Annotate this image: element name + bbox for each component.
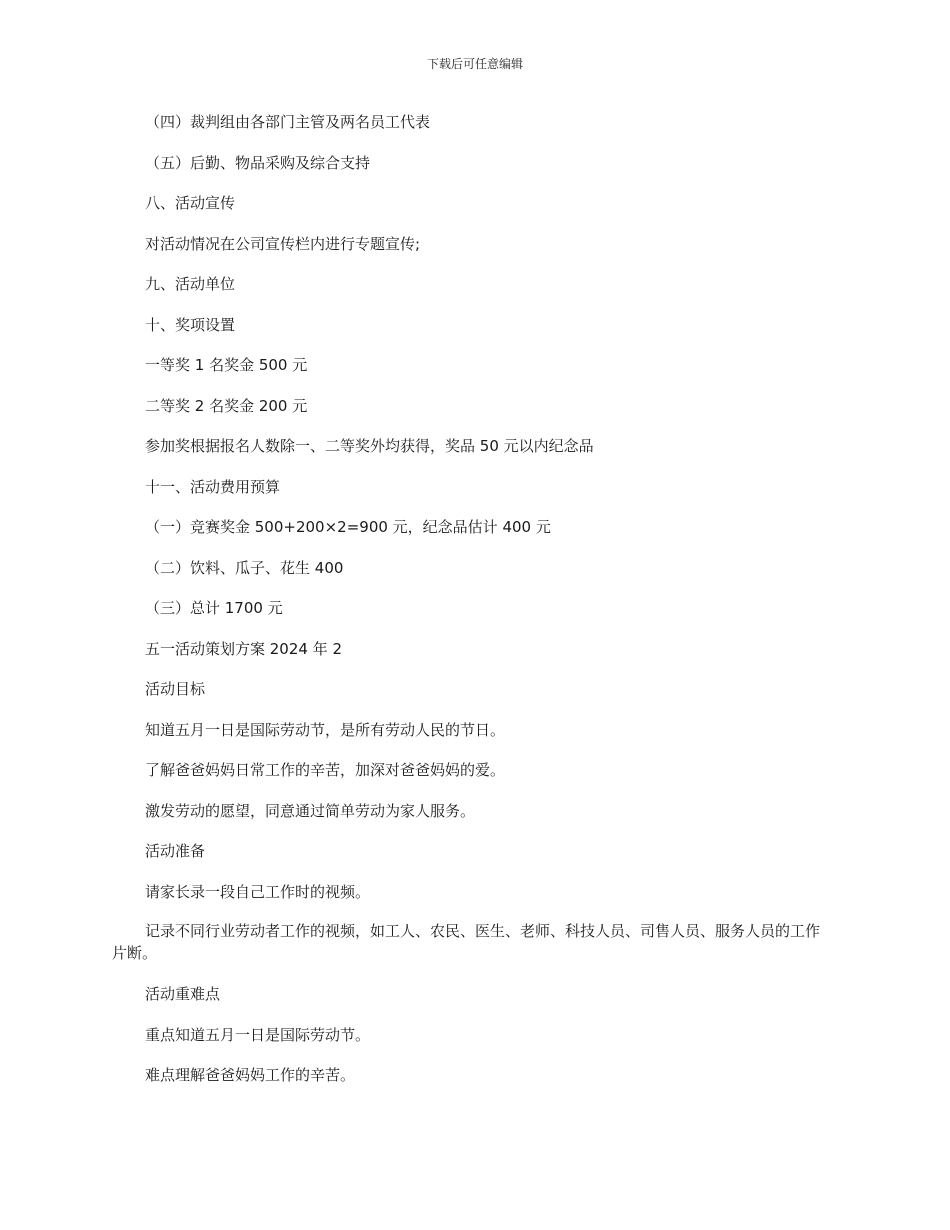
paragraph: 二等奖 2 名奖金 200 元 xyxy=(145,396,308,415)
section-heading: 九、活动单位 xyxy=(145,275,236,293)
section-heading: 活动准备 xyxy=(145,842,206,860)
section-heading: 活动目标 xyxy=(145,680,206,698)
section-heading: 十、奖项设置 xyxy=(145,315,236,334)
paragraph: （三）总计 1700 元 xyxy=(145,599,283,617)
paragraph: 对活动情况在公司宣传栏内进行专题宣传; xyxy=(145,234,421,253)
paragraph: 知道五月一日是国际劳动节，是所有劳动人民的节日。 xyxy=(145,720,506,739)
paragraph: 了解爸爸妈妈日常工作的辛苦，加深对爸爸妈妈的爱。 xyxy=(145,761,506,779)
paragraph: 记录不同行业劳动者工作的视频，如工人、农民、医生、老师、科技人员、司售人员、服务人员的工作片断。 xyxy=(112,922,821,962)
document-title: 五一活动策划方案 2024 年 2 xyxy=(145,639,343,658)
paragraph: 一等奖 1 名奖金 500 元 xyxy=(145,356,308,374)
paragraph: （一）竞赛奖金 500+200×2=900 元，纪念品估计 400 元 xyxy=(145,518,551,536)
paragraph: 参加奖根据报名人数除一、二等奖外均获得，奖品 50 元以内纪念品 xyxy=(145,437,594,455)
paragraph: 激发劳动的愿望，同意通过简单劳动为家人服务。 xyxy=(145,801,476,820)
paragraph: （二）饮料、瓜子、花生 400 xyxy=(145,558,344,577)
paragraph: 请家长录一段自己工作时的视频。 xyxy=(145,882,371,901)
paragraph: （五）后勤、物品采购及综合支持 xyxy=(145,153,371,172)
paragraph: 难点理解爸爸妈妈工作的辛苦。 xyxy=(145,1066,356,1084)
page-header: 下载后可任意编辑 xyxy=(426,57,523,71)
section-heading: 八、活动宣传 xyxy=(145,194,236,212)
section-heading: 活动重难点 xyxy=(145,985,221,1003)
section-heading: 十一、活动费用预算 xyxy=(145,477,281,496)
document-body xyxy=(112,110,834,1104)
paragraph: （四）裁判组由各部门主管及两名员工代表 xyxy=(145,113,431,131)
paragraph: 重点知道五月一日是国际劳动节。 xyxy=(145,1025,371,1044)
